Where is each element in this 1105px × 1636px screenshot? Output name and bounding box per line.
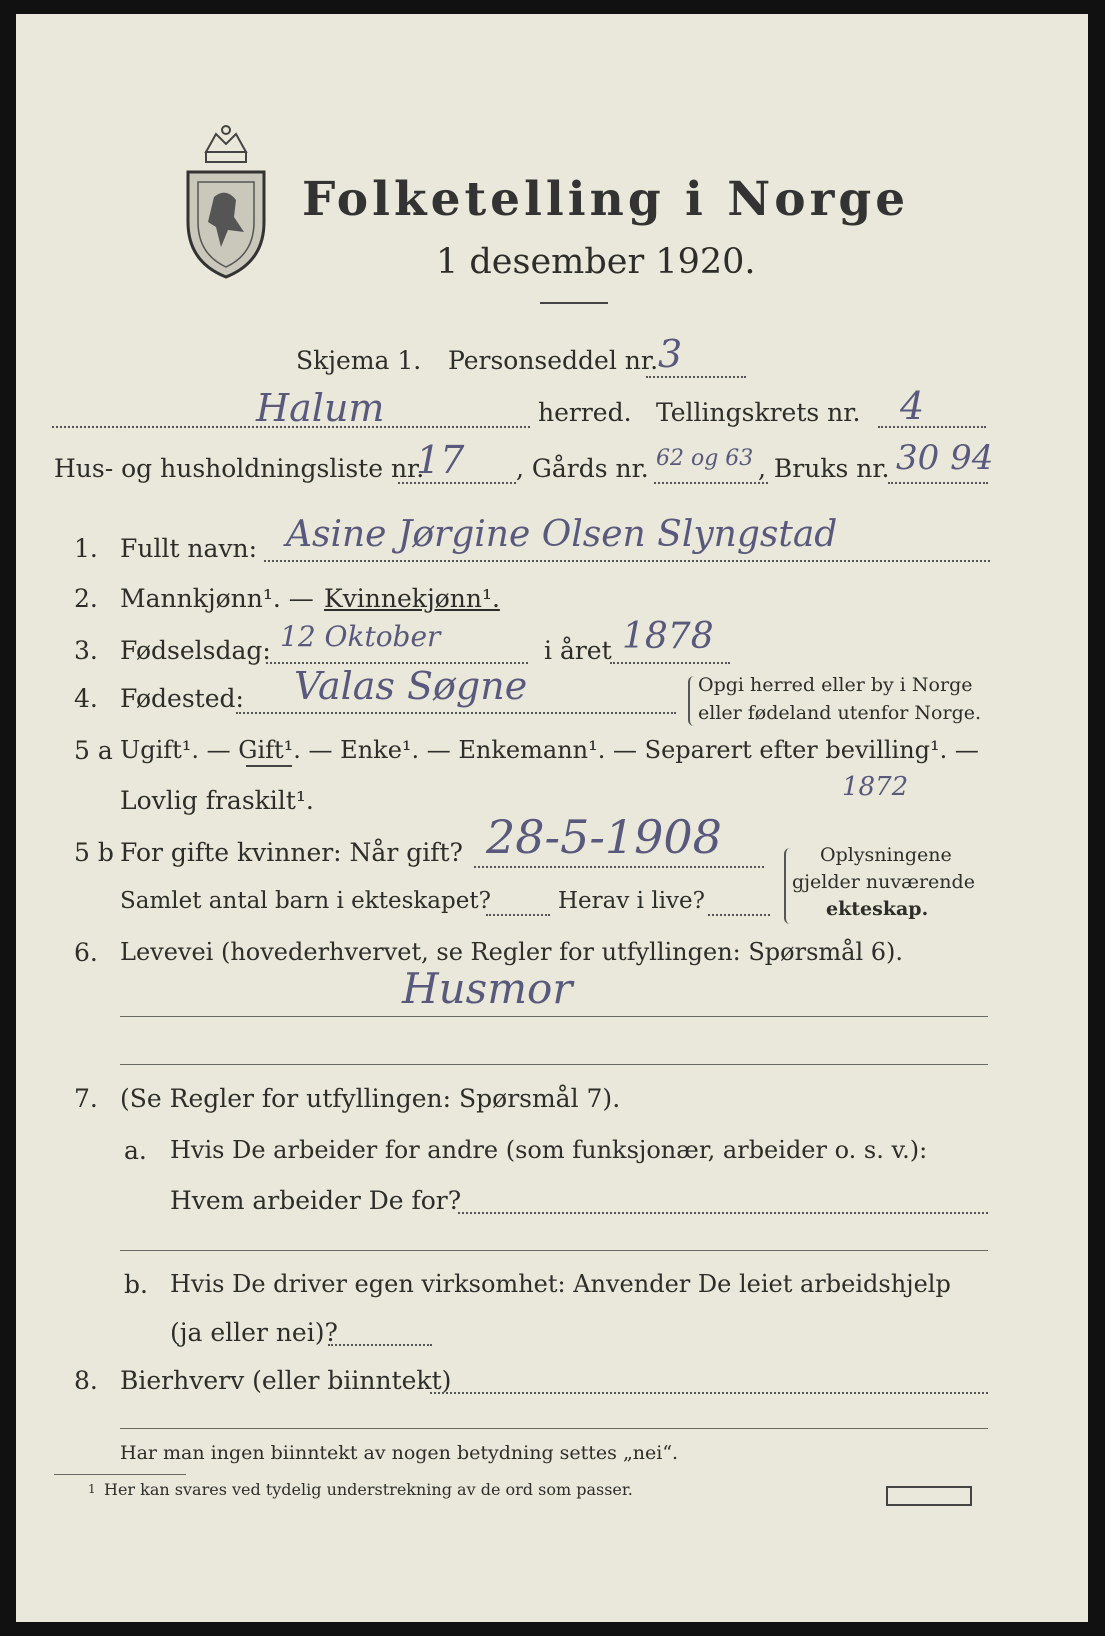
footnote-text: Her kan svares ved tydelig understrekning av de ord som passer. xyxy=(104,1480,633,1499)
q7-number: 7. xyxy=(74,1084,98,1113)
q5a-line2: Lovlig fraskilt¹. xyxy=(120,786,314,815)
footnote-divider xyxy=(54,1474,186,1475)
q3-day-value: 12 Oktober xyxy=(280,620,441,653)
q4-line xyxy=(236,712,676,714)
q5b-number: 5 b xyxy=(74,838,114,867)
q8-line-extra xyxy=(120,1428,988,1429)
footer-note: Har man ingen biinntekt av nogen betydning settes „nei“. xyxy=(120,1442,679,1464)
q7a-line2: Hvem arbeider De for? xyxy=(170,1186,462,1215)
herred-value: Halum xyxy=(256,386,385,430)
q5b-alive-label: Herav i live? xyxy=(558,888,705,914)
q5b-label: For gifte kvinner: Når gift? xyxy=(120,838,463,867)
q7a-line-extra xyxy=(120,1250,988,1251)
q5b-note-brace xyxy=(784,848,792,924)
q7a-line xyxy=(458,1212,988,1214)
tellingskrets-line xyxy=(878,426,986,428)
q1-number: 1. xyxy=(74,534,98,563)
q4-note-line1: Opgi herred eller by i Norge xyxy=(698,674,973,696)
q6-number: 6. xyxy=(74,938,98,967)
q5b-children-label: Samlet antal barn i ekteskapet? xyxy=(120,888,491,914)
q2-male: Mannkjønn¹. — xyxy=(120,584,314,613)
q3-year-line xyxy=(610,662,730,664)
q5b-line xyxy=(474,866,764,868)
q5b-value: 28-5-1908 xyxy=(486,810,722,864)
q3-label: Fødselsdag: xyxy=(120,636,271,665)
q5a-line1: Ugift¹. — Gift¹. — Enke¹. — Enkemann¹. — Separert efter bevilling¹. — xyxy=(120,736,979,764)
q2-female: Kvinnekjønn¹. xyxy=(324,584,500,613)
q7a-letter: a. xyxy=(124,1136,147,1165)
q7b-letter: b. xyxy=(124,1270,148,1299)
printer-stamp xyxy=(886,1486,972,1506)
gards-label: , Gårds nr. xyxy=(516,454,649,483)
husliste-label: Hus- og husholdningsliste nr. xyxy=(54,454,425,483)
q5a-annotation: 1872 xyxy=(842,772,909,802)
q1-label: Fullt navn: xyxy=(120,534,258,563)
q6-label: Levevei (hovederhvervet, se Regler for utfyllingen: Spørsmål 6). xyxy=(120,938,904,966)
husliste-value: 17 xyxy=(416,438,465,482)
q3-year-value: 1878 xyxy=(622,616,714,657)
q7b-line2: (ja eller nei)? xyxy=(170,1318,338,1347)
q1-line xyxy=(264,560,990,562)
tellingskrets-label: Tellingskrets nr. xyxy=(656,398,861,427)
q5b-note-line3: ekteskap. xyxy=(826,898,929,920)
q3-number: 3. xyxy=(74,636,98,665)
footnote-mark: 1 xyxy=(88,1482,96,1496)
bruks-value: 30 94 xyxy=(896,438,994,478)
gards-value: 62 og 63 xyxy=(656,446,754,471)
tellingskrets-value: 4 xyxy=(900,384,925,428)
herred-label: herred. xyxy=(538,398,632,427)
title-divider xyxy=(540,302,608,304)
q4-number: 4. xyxy=(74,684,98,713)
q7-label: (Se Regler for utfyllingen: Spørsmål 7). xyxy=(120,1084,621,1113)
q8-number: 8. xyxy=(74,1366,98,1395)
husliste-line xyxy=(398,482,516,484)
form-title: Folketelling i Norge xyxy=(302,172,910,227)
q7b-line1: Hvis De driver egen virksomhet: Anvender De leiet arbeidshjelp xyxy=(170,1270,951,1298)
q1-value: Asine Jørgine Olsen Slyngstad xyxy=(286,514,838,555)
q4-note-brace xyxy=(688,676,696,726)
q5b-note-line1: Oplysningene xyxy=(820,844,952,866)
skjema-label: Skjema 1. xyxy=(296,346,422,375)
q4-note-line2: eller fødeland utenfor Norge. xyxy=(698,702,982,724)
census-form xyxy=(16,14,1088,1622)
bruks-label: , Bruks nr. xyxy=(758,454,890,483)
personseddel-label: Personseddel nr. xyxy=(448,346,659,375)
personseddel-line xyxy=(646,376,746,378)
q8-line xyxy=(430,1392,988,1394)
q5a-number: 5 a xyxy=(74,736,113,765)
q6-line2 xyxy=(120,1064,988,1065)
q8-label: Bierhverv (eller biinntekt) xyxy=(120,1366,452,1395)
q5b-note-line2: gjelder nuværende xyxy=(792,871,975,893)
q4-label: Fødested: xyxy=(120,684,244,713)
gards-line xyxy=(654,482,768,484)
q7b-line xyxy=(328,1344,432,1346)
q6-value: Husmor xyxy=(402,964,573,1013)
gift-underline xyxy=(246,765,292,767)
q6-line1 xyxy=(120,1016,988,1017)
personseddel-value: 3 xyxy=(658,332,683,376)
coat-of-arms-icon xyxy=(176,122,276,282)
q5b-alive-line xyxy=(708,914,770,916)
bruks-line xyxy=(888,482,988,484)
q5b-children-line xyxy=(486,914,550,916)
q4-value: Valas Søgne xyxy=(294,664,528,708)
q7a-line1: Hvis De arbeider for andre (som funksjonær, arbeider o. s. v.): xyxy=(170,1136,928,1164)
census-date: 1 desember 1920. xyxy=(436,242,756,282)
q2-number: 2. xyxy=(74,584,98,613)
q3-year-label: i året xyxy=(544,636,612,665)
